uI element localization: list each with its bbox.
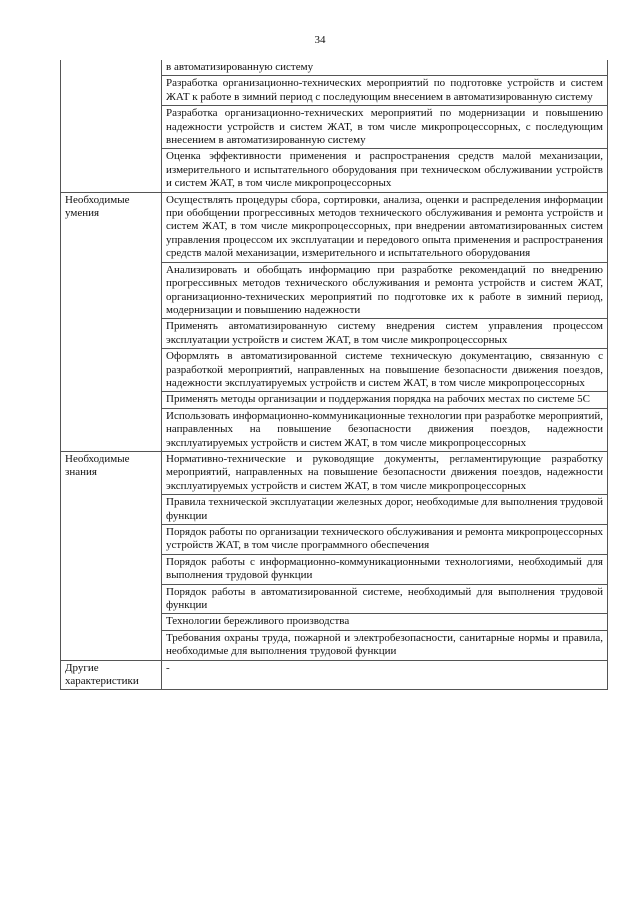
- table-row: [61, 451, 608, 494]
- skill-cell: Использовать информационно-коммуникационные технологии при разработке мероприятий, направленных на повышение безопасности движения поездов, надежности эксплуатируемых устройств и систем ЖАТ, в том числе микропроцессорных: [162, 408, 608, 451]
- action-cell: Разработка организационно-технических мероприятий по модернизации и повышению надежности устройств и систем ЖАТ, в том числе микропроцессорных, с последующим внесением в автоматизированную систему: [162, 106, 608, 149]
- skill-cell: Оформлять в автоматизированной системе техническую документацию, связанную с разработкой мероприятий, направленных на повышение безопасности движения поездов, надежности эксплуатируемых устройств и систем ЖАТ, в том числе микропроцессорных: [162, 349, 608, 392]
- knowledge-cell: Нормативно-технические и руководящие документы, регламентирующие разработку мероприятий, направленных на повышение безопасности движения поездов, надежности эксплуатируемых устройств и систем ЖАТ, в том числе микропроцессорных: [162, 451, 608, 494]
- knowledge-label: Необходимые знания: [61, 451, 162, 660]
- knowledge-cell: Технологии бережливого производства: [162, 614, 608, 630]
- skill-cell: Применять методы организации и поддержания порядка на рабочих местах по системе 5С: [162, 392, 608, 408]
- table-row: [61, 60, 608, 76]
- other-value: -: [162, 660, 608, 690]
- skills-label: Необходимые умения: [61, 192, 162, 451]
- action-cell: Оценка эффективности применения и распространения средств малой механизации, измерительного и испытательного оборудования при техническом обслуживании устройств и систем ЖАТ, в том числе микропроцессорных: [162, 149, 608, 192]
- page-number: 34: [314, 34, 326, 46]
- job-function-table: [60, 60, 608, 690]
- skill-cell: Анализировать и обобщать информацию при разработке рекомендаций по внедрению прогрессивных методов технического обслуживания и ремонта устройств и систем ЖАТ, организационно-технических мероприятий по подготовке их к работе в зимний период, модернизации и повышению надежности: [162, 262, 608, 319]
- actions-label-cell: [61, 60, 162, 192]
- knowledge-cell: Требования охраны труда, пожарной и электробезопасности, санитарные нормы и правила, необходимые для выполнения трудовой функции: [162, 630, 608, 660]
- knowledge-cell: Порядок работы по организации технического обслуживания и ремонта микропроцессорных устройств ЖАТ, в том числе программного обеспечения: [162, 525, 608, 555]
- knowledge-cell: Правила технической эксплуатации железных дорог, необходимые для выполнения трудовой функции: [162, 495, 608, 525]
- table-row: [61, 192, 608, 262]
- other-label: Другие характеристики: [61, 660, 162, 690]
- action-cell: в автоматизированную систему: [162, 60, 608, 76]
- action-cell: Разработка организационно-технических мероприятий по подготовке устройств и систем ЖАТ к работе в зимний период с последующим внесением в автоматизированную систему: [162, 76, 608, 106]
- skill-cell: Осуществлять процедуры сбора, сортировки, анализа, оценки и распределения информации при обобщении прогрессивных методов технического обслуживания и ремонта устройств и систем ЖАТ, в том числе микропроцессорных, при внедрении автоматизированных систем управления процессом их эксплуатации и передового опыта применения и распространения средств малой механизации, измерительного и испытательного оборудования: [162, 192, 608, 262]
- knowledge-cell: Порядок работы в автоматизированной системе, необходимый для выполнения трудовой функции: [162, 584, 608, 614]
- table-row: [61, 660, 608, 690]
- skill-cell: Применять автоматизированную систему внедрения систем управления процессом эксплуатации устройств и систем ЖАТ, в том числе микропроцессорных: [162, 319, 608, 349]
- knowledge-cell: Порядок работы с информационно-коммуникационными технологиями, необходимый для выполнения трудовой функции: [162, 554, 608, 584]
